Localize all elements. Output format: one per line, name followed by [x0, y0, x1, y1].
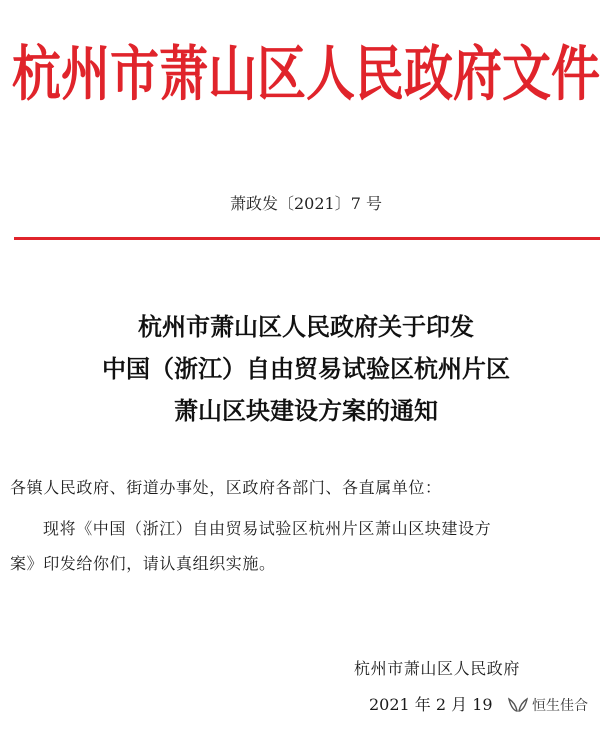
notice-title	[0, 306, 612, 432]
issue-date: 2021 年 2 月 19	[369, 695, 493, 714]
notice-title-line-1: 杭州市萧山区人民政府关于印发	[138, 312, 474, 341]
body-paragraph-line-2: 案》印发给你们，请认真组织实施。	[10, 554, 276, 573]
document-header-title: 杭州市萧山区人民政府文件	[11, 39, 600, 110]
issuer-signature: 杭州市萧山区人民政府	[354, 659, 521, 678]
watermark-label: 恒生佳合	[532, 698, 588, 714]
recipients-line: 各镇人民政府、街道办事处，区政府各部门、各直属单位：	[10, 478, 442, 497]
red-divider-line	[14, 237, 600, 240]
wechat-channel-icon	[507, 696, 529, 714]
notice-title-line-2: 中国（浙江）自由贸易试验区杭州片区	[102, 354, 510, 383]
document-number: 萧政发〔2021〕7 号	[230, 194, 382, 213]
body-paragraph-line-1: 现将《中国（浙江）自由贸易试验区杭州片区萧山区块建设方	[43, 519, 492, 538]
watermark-badge	[505, 693, 592, 717]
notice-title-line-3: 萧山区块建设方案的通知	[174, 396, 438, 425]
body-paragraph	[10, 511, 602, 581]
